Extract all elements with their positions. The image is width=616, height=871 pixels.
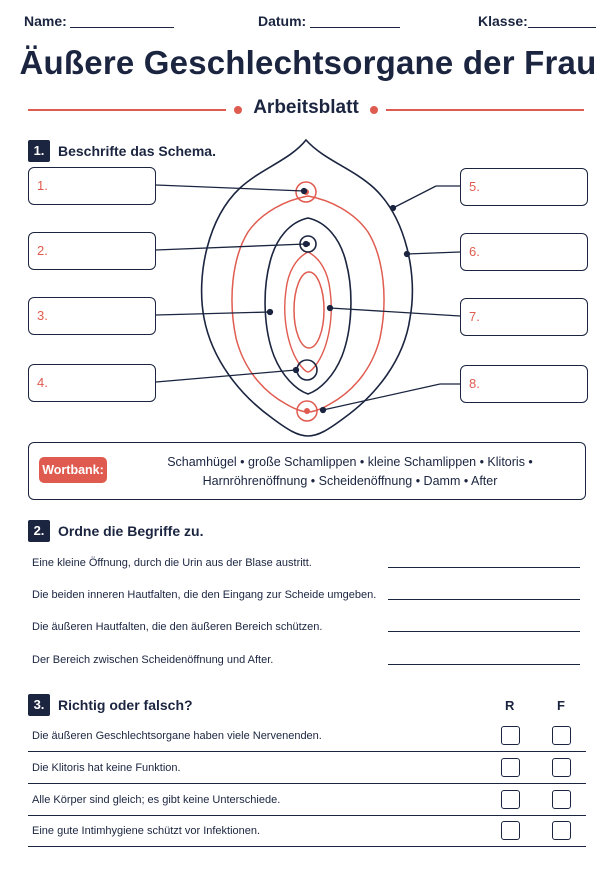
section3-heading: Richtig oder falsch? — [58, 697, 193, 713]
statement-1: Die äußeren Geschlechtsorgane haben viele Nervenenden. — [32, 730, 322, 742]
divider-right — [386, 109, 584, 111]
section1-number: 1. — [28, 140, 50, 162]
answer-line-3[interactable] — [388, 631, 580, 632]
question-3: Die äußeren Hautfalten, die den äußeren Bereich schützen. — [32, 621, 323, 633]
row-divider-3 — [28, 815, 586, 816]
row-divider-1 — [28, 751, 586, 752]
answer-line-4[interactable] — [388, 664, 580, 665]
outer-outline — [202, 140, 413, 436]
label-number-3: 3. — [37, 308, 48, 323]
label-number-4: 4. — [37, 375, 48, 390]
section3-number: 3. — [28, 694, 50, 716]
date-line[interactable] — [310, 27, 400, 28]
checkbox-r-1[interactable] — [501, 726, 520, 745]
label-box-6[interactable] — [460, 233, 588, 271]
label-number-1: 1. — [37, 178, 48, 193]
question-4: Der Bereich zwischen Scheidenöffnung und After. — [32, 654, 274, 666]
label-number-7: 7. — [469, 309, 480, 324]
column-header-r: R — [505, 698, 515, 713]
row-divider-4 — [28, 846, 586, 847]
checkbox-r-4[interactable] — [501, 821, 520, 840]
statement-4: Eine gute Intimhygiene schützt vor Infektionen. — [32, 825, 261, 837]
anus-dot — [304, 408, 310, 414]
class-label: Klasse: — [478, 13, 528, 29]
subtitle: Arbeitsblatt — [253, 97, 359, 118]
name-line[interactable] — [70, 27, 174, 28]
label-box-8[interactable] — [460, 365, 588, 403]
checkbox-r-2[interactable] — [501, 758, 520, 777]
checkbox-r-3[interactable] — [501, 790, 520, 809]
label-box-4[interactable] — [28, 364, 156, 402]
answer-line-2[interactable] — [388, 599, 580, 600]
section2-number: 2. — [28, 520, 50, 542]
answer-line-1[interactable] — [388, 567, 580, 568]
page-title: Äußere Geschlechtsorgane der Frau — [19, 44, 597, 81]
label-number-2: 2. — [37, 243, 48, 258]
statement-3: Alle Körper sind gleich; es gibt keine Unterschiede. — [32, 794, 281, 806]
label-box-5[interactable] — [460, 168, 588, 206]
checkbox-f-2[interactable] — [552, 758, 571, 777]
row-divider-2 — [28, 783, 586, 784]
divider-dot-right — [370, 106, 378, 114]
label-box-7[interactable] — [460, 298, 588, 336]
label-number-8: 8. — [469, 376, 480, 391]
word-bank — [28, 442, 586, 500]
section1-heading: Beschrifte das Schema. — [58, 143, 216, 159]
class-line[interactable] — [528, 27, 596, 28]
question-1: Eine kleine Öffnung, durch die Urin aus der Blase austritt. — [32, 557, 312, 569]
label-box-1[interactable] — [28, 167, 156, 205]
checkbox-f-1[interactable] — [552, 726, 571, 745]
lower-circle — [297, 360, 317, 380]
vaginal-opening — [294, 272, 324, 348]
date-label: Datum: — [258, 13, 307, 29]
label-number-5: 5. — [469, 179, 480, 194]
word-bank-tag: Wortbank: — [39, 457, 107, 483]
word-bank-line-1: Schamhügel • große Schamlippen • kleine Schamlippen • Klitoris • — [167, 455, 533, 469]
label-number-6: 6. — [469, 244, 480, 259]
section2-heading: Ordne die Begriffe zu. — [58, 523, 204, 539]
name-label: Name: — [24, 13, 67, 29]
label-box-2[interactable] — [28, 232, 156, 270]
checkbox-f-3[interactable] — [552, 790, 571, 809]
word-bank-line-2: Harnröhrenöffnung • Scheidenöffnung • Damm • After — [202, 474, 498, 488]
subtitle-row — [28, 97, 584, 123]
label-box-3[interactable] — [28, 297, 156, 335]
column-header-f: F — [557, 698, 565, 713]
statement-2: Die Klitoris hat keine Funktion. — [32, 762, 181, 774]
question-2: Die beiden inneren Hautfalten, die den Eingang zur Scheide umgeben. — [32, 589, 377, 601]
checkbox-f-4[interactable] — [552, 821, 571, 840]
